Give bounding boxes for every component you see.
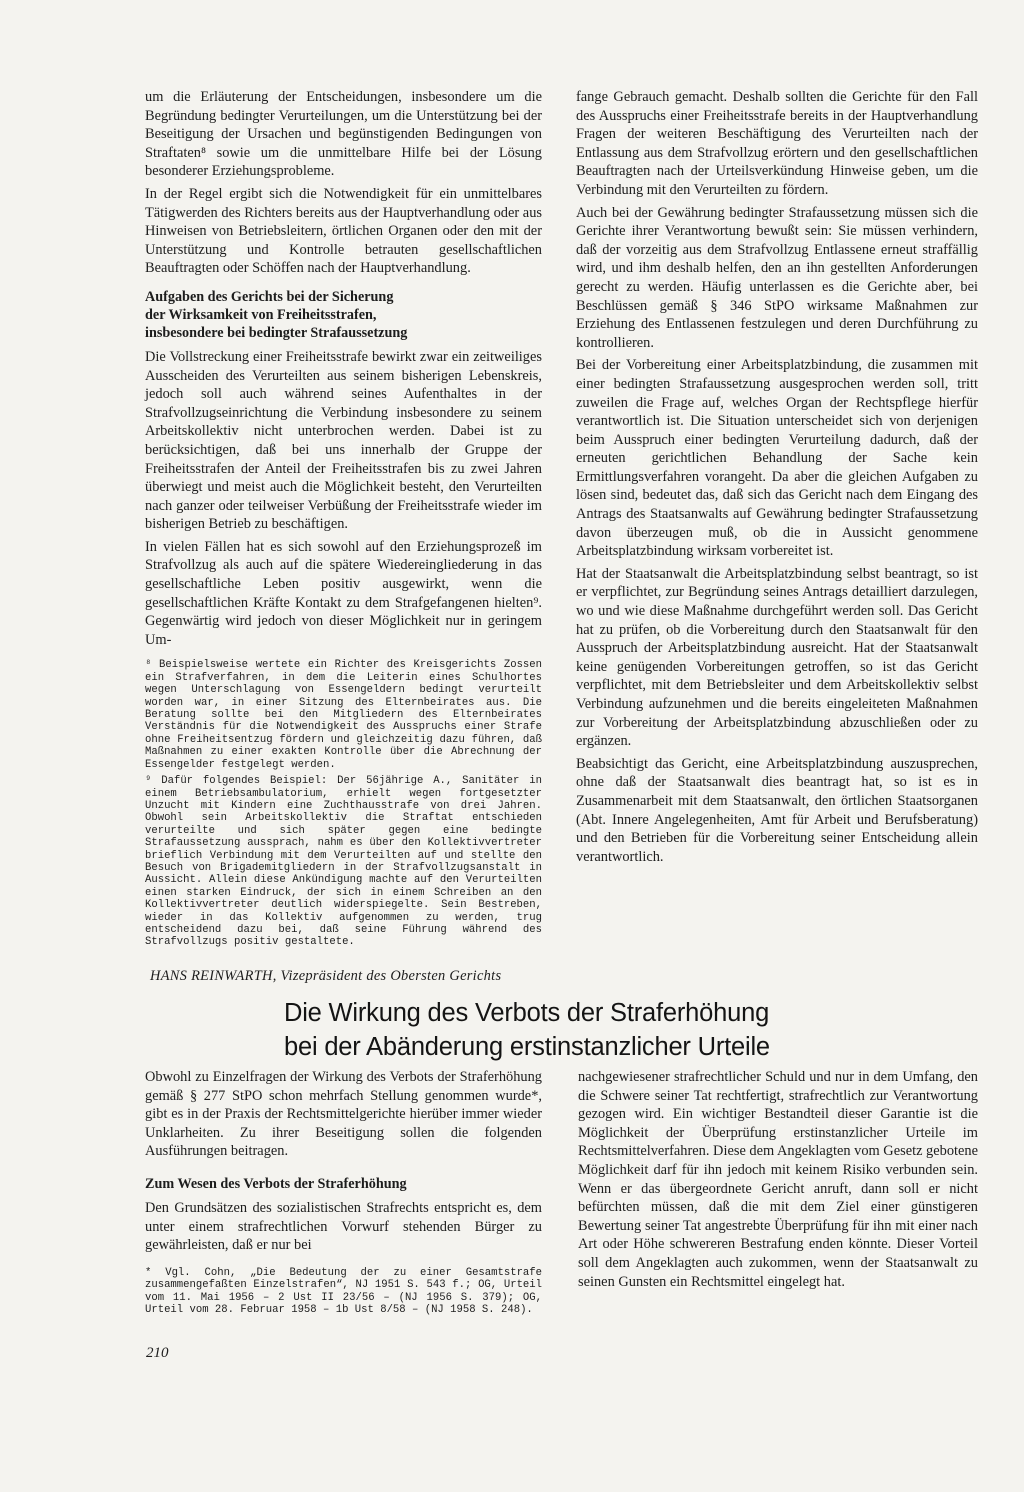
upper-right-column <box>576 88 978 870</box>
paragraph: Hat der Staatsanwalt die Arbeitsplatzbindung selbst beantragt, so ist er verpflichtet, zur Begründung seines Antrags detailliert darzulegen, wo und wie diese Maßnahme durchgeführt werden soll. Das Gericht hat zu prüfen, ob die Vorbereitung durch den Staatsanwalt für den Ausspruch der Arbeitsplatzbindung ausreicht. Hat der Staatsanwalt keine genügenden Vorbereitungen getroffen, so ist das Gericht verpflichtet, mit dem Betriebsleiter und dem Arbeitskollektiv selbst Verbindung aufzunehmen und die bereits eingeleiteten Maßnahmen zur Vorbereitung der Arbeitsplatzbindung abzuschließen oder zu ergänzen. <box>576 565 978 750</box>
upper-left-column <box>145 88 542 953</box>
lower-right-column <box>578 1068 978 1295</box>
paragraph: In der Regel ergibt sich die Notwendigkeit für ein unmittelbares Tätigwerden des Richters bereits aus der Hauptverhandlung oder aus Hinweisen von Betriebsleitern, örtlichen Organen oder den mit der Unterstützung und Kontrolle betrauten gesellschaftlichen Beauftragten oder Schöffen nach der Hauptverhandlung. <box>145 185 542 277</box>
paragraph: Die Vollstreckung einer Freiheitsstrafe bewirkt zwar ein zeitweiliges Ausscheiden des Verurteilten aus seinem bisherigen Lebenskreis, jedoch soll auch während seines Aufenthaltes in der Strafvollzugseinrichtung die Verbindung insbesondere zu seinem Arbeitskollektiv nicht unterbrochen werden. Dabei ist zu berücksichtigen, daß bei uns innerhalb der Gruppe der Freiheitsstrafen der Anteil der Freiheitsstrafen bis zu zwei Jahren überwiegt und meist auch die Möglichkeit besteht, den Verurteilten nach ganzer oder teilweiser Verbüßung der Freiheitsstrafe wieder im bisherigen Betrieb zu beschäftigen. <box>145 348 542 533</box>
lower-left-column <box>145 1068 542 1320</box>
paragraph: nachgewiesener strafrechtlicher Schuld und nur in dem Umfang, den die Schwere seiner Tat rechtfertigt, strafrechtlich zur Verantwortung gezogen wird. Ein wichtiger Bestandteil dieser Garantie ist die Möglichkeit der Überprüfung erstinstanzlicher Urteile im Rechtsmittelverfahren. Diese dem Angeklagten vom Gesetz gebotene Möglichkeit darf für ihn jedoch mit keinem Risiko verbunden sein. Wenn er das übergeordnete Gericht anruft, dann soll er nicht befürchten müssen, daß die mit dem Ziel einer günstigeren Bewertung seiner Tat angestrebte Überprüfung für ihn mit einer nach Art oder Höhe schwereren Bestrafung enden könnte. Dieser Vorteil soll dem Angeklagten auch zukommen, wenn der Staatsanwalt zu seinen Gunsten ein Rechtsmittel eingelegt hat. <box>578 1069 979 1290</box>
page-number: 210 <box>146 1345 169 1361</box>
section-heading-freiheitsstrafen <box>145 288 542 342</box>
paragraph: fange Gebrauch gemacht. Deshalb sollten die Gerichte für den Fall des Ausspruchs einer Freiheitsstrafe bereits in der Hauptverhandlung Fragen der weiteren Beschäftigung des Verurteilten nach der Entlassung aus dem Strafvollzug erörtern und den gesellschaftlichen Beauftragten nach der Urteilsverkündung Hinweise geben, um die Verbindung mit den Verurteilten zu fördern. <box>576 89 978 198</box>
heading-line: insbesondere bei bedingter Strafaussetzung <box>145 324 408 341</box>
paragraph: Den Grundsätzen des sozialistischen Strafrechts entspricht es, dem unter einem strafrechtlichen Vorwurf stehenden Bürger zu gewährleisten, daß er nur bei <box>145 1199 542 1254</box>
paragraph: Beabsichtigt das Gericht, eine Arbeitsplatzbindung auszusprechen, ohne daß der Staatsanwalt dies beantragt hat, so ist es in Zusammenarbeit mit dem Staatsanwalt, den örtlichen Staatsorganen (Abt. Innere Angelegenheiten, Amt für Arbeit und Berufsberatung) und den Betrieben für die Vorbereitung seiner Entscheidung allein verantwortlich. <box>576 755 978 865</box>
paragraph: In vielen Fällen hat es sich sowohl auf den Erziehungsprozeß im Strafvollzug als auch auf die spätere Wiedereingliederung in das gesellschaftliche Leben positiv ausgewirkt, wenn die gesellschaftlichen Kräfte Kontakt zu dem Strafgefangenen hielten⁹. Gegenwärtig wird jedoch von dieser Möglichkeit nur in geringem Um- <box>145 538 542 648</box>
article-title <box>284 996 844 1064</box>
footnote-9: ⁹ Dafür folgendes Beispiel: Der 56jährige A., Sanitäter in einem Betriebsambulatorium, erhielt wegen fortgesetzter Unzucht mit Kindern eine Zuchthausstrafe von drei Jahren. Obwohl sein Arbeitskollektiv die Straftat entschieden verurteilte und sich später gegen eine bedingte Strafaussetzung aussprach, nahm es über den Kollektivvertreter brieflich Verbindung mit dem Verurteilten auf und stellte den Besuch von Brigademitgliedern in der Strafvollzugsanstalt in Aussicht. Allein diese Ankündigung machte auf den Verurteilten einen starken Eindruck, der sich in einem Schreiben an den Kollektivvertreter deutlich widerspiegelte. Sein Bestreben, wieder in das Kollektiv aufgenommen zu werden, trug entscheidend dazu bei, daß seine Führung während des Strafvollzugs positiv gestaltete. <box>145 775 542 949</box>
title-line: bei der Abänderung erstinstanzlicher Urteile <box>284 1033 770 1061</box>
paragraph: Bei der Vorbereitung einer Arbeitsplatzbindung, die zusammen mit einer bedingten Strafaussetzung ausgesprochen werden soll, tritt zuweilen die Frage auf, welches Organ der Rechtspflege hierfür verantwortlich ist. Die Situation unterscheidet sich von derjenigen beim Ausspruch einer bedingten Verurteilung dadurch, daß der erneuten gerichtlichen Behandlung der Sache kein Ermittlungsverfahren vorangeht. Da aber die gleichen Aufgaben zu lösen sind, bedeutet das, daß sich das Gericht nach dem Eingang des Antrags des Staatsanwalts auf Gewährung bedingter Strafaussetzung davon überzeugen muß, ob die in Aussicht genommene Arbeitsplatzbindung wirksam vorbereitet ist. <box>576 357 978 560</box>
article-byline: HANS REINWARTH, Vizepräsident des Obersten Gerichts <box>150 968 502 984</box>
paragraph: Auch bei der Gewährung bedingter Strafaussetzung müssen sich die Gerichte ihrer Verantwortung bewußt sein: Sie müssen verhindern, daß der vorzeitig aus dem Strafvollzug Entlassene erneut straffällig wird, und ihm deshalb helfen, den an ihn gestellten Anforderungen gerecht zu werden. Häufig unterlassen es die Gerichte aber, bei Beschlüssen gemäß § 346 StPO wirksame Maßnahmen zur Erziehung des Entlassenen festzulegen und deren Durchführung zu kontrollieren. <box>576 204 978 351</box>
paragraph: Obwohl zu Einzelfragen der Wirkung des Verbots der Straferhöhung gemäß § 277 StPO schon mehrfach Stellung genommen wurde*, gibt es in der Praxis der Rechtsmittelgerichte hierüber immer wieder Unklarheiten. Zu ihrer Beseitigung sollen die folgenden Ausführungen beitragen. <box>145 1069 542 1160</box>
heading-line: der Wirksamkeit von Freiheitsstrafen, <box>145 306 377 323</box>
footnote-8: ⁸ Beispielsweise wertete ein Richter des Kreisgerichts Zossen ein Strafverfahren, in dem die Leiterin eines Schulhortes wegen Unterschlagung von Essengeldern bedingt verurteilt worden war, in einer Sitzung des Elternbeirates aus. Die Beratung sollte bei den Mitgliedern des Elternbeirates Verständnis für die Notwendigkeit des Ausspruchs einer Strafe ohne Freiheitsentzug fördern und gleichzeitig dazu führen, daß Maßnahmen zu einer exakten Kontrolle über die Abrechnung der Essengelder festgelegt werden. <box>145 659 542 771</box>
heading-line: Aufgaben des Gerichts bei der Sicherung <box>145 288 394 305</box>
footnote-star: * Vgl. Cohn, „Die Bedeutung der zu einer Gesamtstrafe zusammengefaßten Einzelstrafen“, NJ 1951 S. 543 f.; OG, Urteil vom 11. Mai 1956 – 2 Ust II 23/56 – (NJ 1956 S. 379); OG, Urteil vom 28. Februar 1958 – 1b Ust 8/58 – (NJ 1958 S. 248). <box>145 1266 542 1316</box>
title-line: Die Wirkung des Verbots der Straferhöhung <box>284 999 770 1027</box>
paragraph: um die Erläuterung der Entscheidungen, insbesondere um die Begründung bedingter Verurteilungen, um die Unterstützung bei der Beseitigung der Ursachen und begünstigenden Bedingungen von Straftaten⁸ sowie um die unmittelbare Hilfe bei der Lösung besonderer Erziehungsprobleme. <box>145 89 542 180</box>
section-heading-wesen: Zum Wesen des Verbots der Straferhöhung <box>145 1175 407 1192</box>
